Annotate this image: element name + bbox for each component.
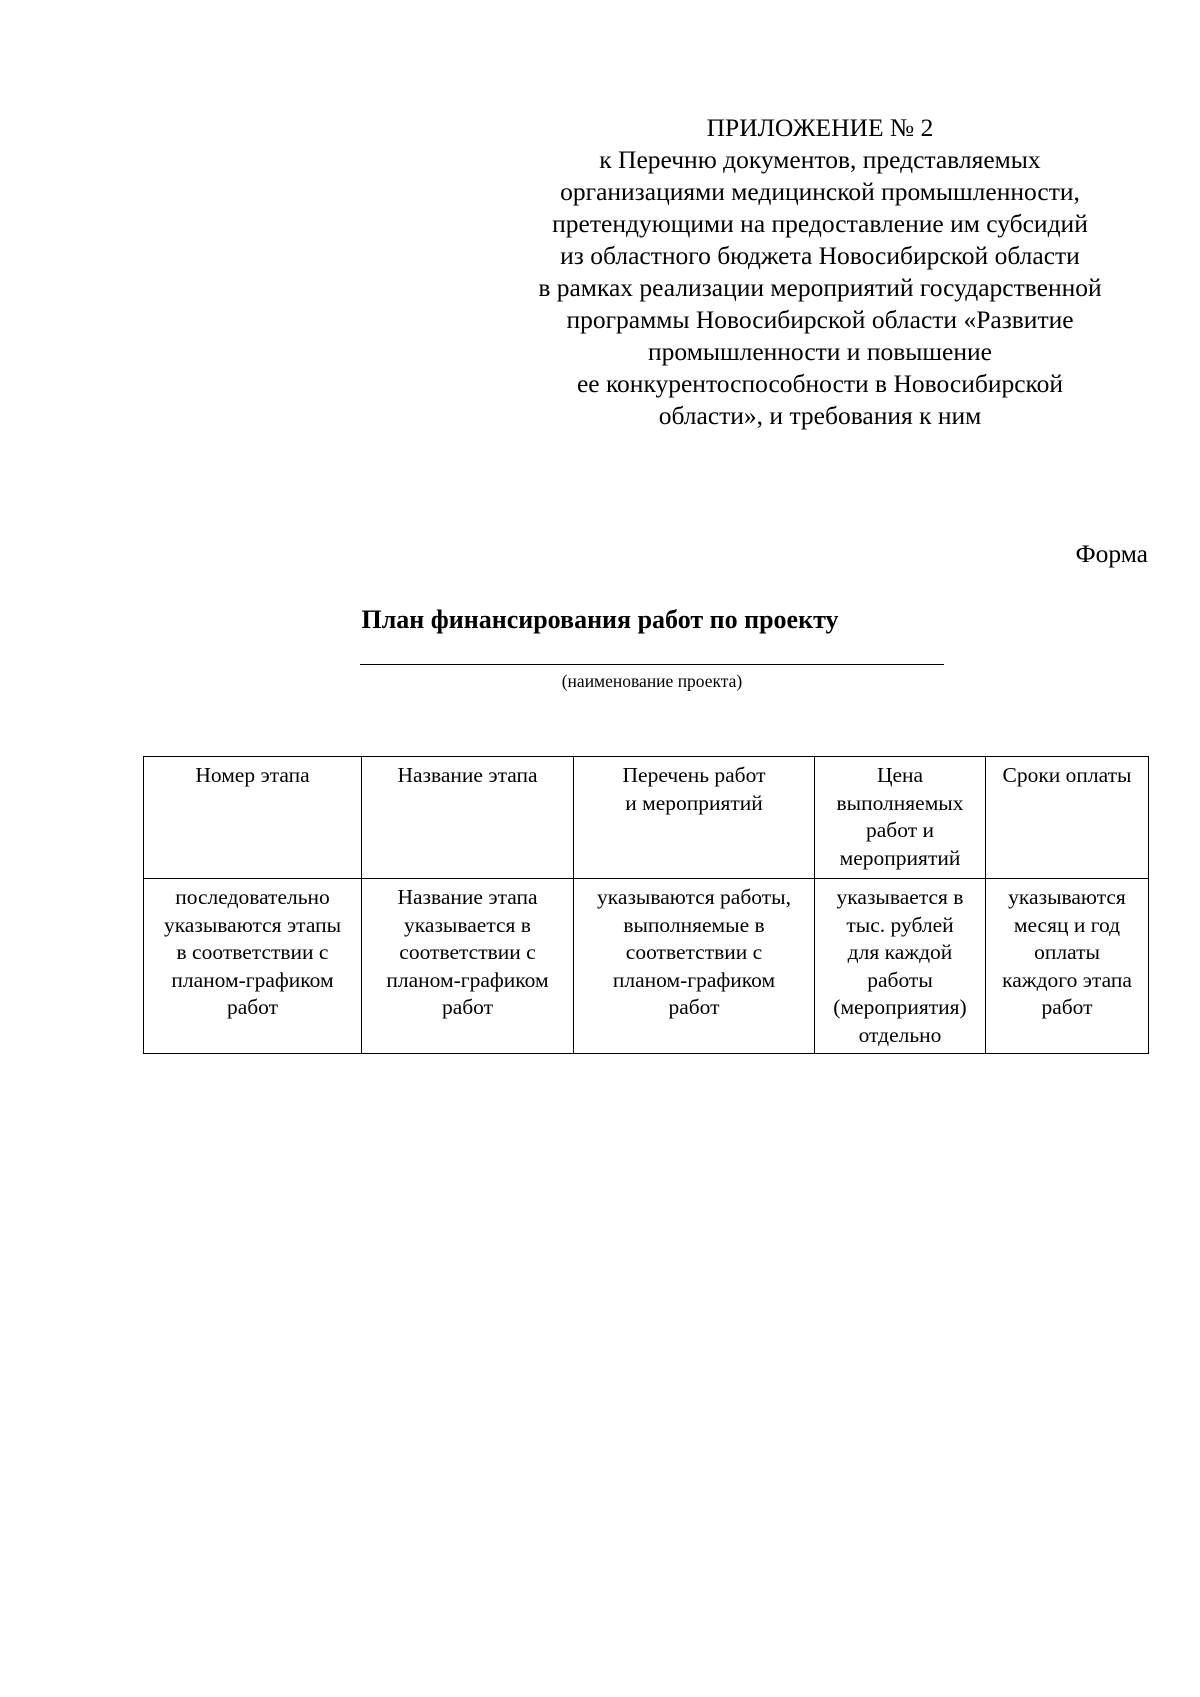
appendix-line: претендующими на предоставление им субсидий [552, 209, 1088, 238]
cell-line: планом-графиком [612, 967, 776, 992]
cell-line: тыс. рублей [846, 912, 954, 937]
appendix-line: в рамках реализации мероприятий государственной [538, 273, 1102, 302]
cell-line: планом-графиком [171, 967, 334, 992]
header-cell [986, 757, 1149, 879]
cell-line: работ [668, 995, 720, 1019]
cell-line: Название этапа [397, 763, 538, 787]
project-name-caption: (наименование проекта) [561, 671, 743, 691]
appendix-line: области», и требования к ним [658, 401, 982, 430]
cell-line: месяц и год [1013, 912, 1121, 937]
table-cell [144, 879, 362, 1054]
header-cell [362, 757, 574, 879]
cell-line: выполняемых [836, 790, 964, 815]
page-title: План финансирования работ по проекту [361, 605, 839, 634]
appendix-line: организациями медицинской промышленности, [560, 177, 1080, 206]
header-cell [574, 757, 815, 879]
table-cell [986, 879, 1149, 1054]
cell-line: Перечень работ [622, 763, 766, 787]
cell-line: и мероприятий [625, 790, 763, 815]
cell-line: соответствии с [399, 940, 536, 964]
appendix-line: из областного бюджета Новосибирской области [560, 241, 1080, 270]
cell-line: каждого этапа [1002, 967, 1132, 992]
appendix-line: программы Новосибирской области «Развитие [566, 305, 1074, 334]
project-name-blank-line [360, 664, 944, 665]
cell-line: Цена [876, 763, 924, 787]
cell-line: для каждой [847, 940, 953, 964]
appendix-line: к Перечню документов, представляемых [599, 145, 1041, 174]
header-cell [144, 757, 362, 879]
cell-line: работы [867, 967, 933, 992]
cell-line: указываются работы, [597, 885, 791, 909]
cell-line: последовательно [175, 885, 330, 909]
cell-line: работ [226, 995, 279, 1019]
cell-line: оплаты [1034, 940, 1100, 964]
cell-line: планом-графиком [386, 967, 549, 992]
appendix-line: ее конкурентоспособности в Новосибирской [576, 369, 1064, 398]
cell-line: работ и [866, 818, 934, 842]
cell-line: Номер этапа [195, 763, 310, 787]
cell-line: указываются [1008, 885, 1126, 909]
table-header-row [144, 757, 1149, 879]
header-cell [815, 757, 986, 879]
cell-line: Название этапа [397, 885, 538, 909]
cell-line: указывается в [836, 885, 964, 909]
cell-line: мероприятий [839, 845, 961, 870]
appendix-line: ПРИЛОЖЕНИЕ № 2 [706, 113, 934, 142]
table-cell [815, 879, 986, 1054]
form-label: Форма [1075, 539, 1148, 568]
appendix-line: промышленности и повышение [648, 337, 992, 366]
table-cell [362, 879, 574, 1054]
cell-line: указываются этапы [163, 912, 342, 937]
cell-line: отдельно [858, 1022, 942, 1047]
table-cell [574, 879, 815, 1054]
cell-line: работ [1041, 995, 1093, 1019]
cell-line: выполняемые в [623, 912, 765, 937]
appendix-heading [470, 112, 1170, 432]
cell-line: (мероприятия) [833, 995, 967, 1019]
cell-line: Сроки оплаты [1002, 763, 1132, 787]
cell-line: указывается в [404, 912, 531, 937]
cell-line: в соответствии с [176, 940, 329, 964]
cell-line: работ [441, 995, 494, 1019]
financing-plan-table [143, 756, 1149, 1054]
cell-line: соответствии с [625, 940, 763, 964]
table-row [144, 879, 1149, 1054]
